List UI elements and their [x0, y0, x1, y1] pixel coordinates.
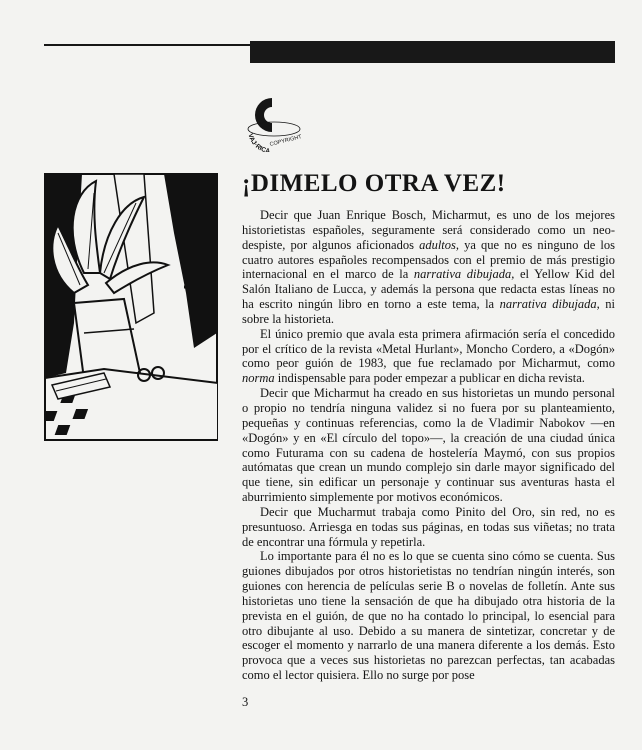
top-thin-rule: [44, 44, 252, 46]
paragraph-text: Decir que Micharmut ha creado en sus historietas un mundo personal o propio no tendría ninguna validez si no fuera por su planteamiento, pequeñas y continuas referencias, como la de Vladimir Nabokov —en «Dogón» y en «El círculo del topo»—, la creación de una ciudad única como Futurama con su cadena de hostelería Maymó, con sus propios autómatas que crean un mundo complejo sin darle mayor significado del que tiene, sin edificar un personaje y continuar sus aventuras hasta el aburrimiento simplemente por motivos económicos.: [242, 386, 615, 505]
copyright-logo: [236, 92, 306, 152]
logo-top-text: VAJ·RICA: [246, 132, 271, 152]
copyright-c-icon: [236, 92, 306, 152]
comic-illustration: [44, 173, 218, 441]
article-paragraph: [242, 208, 615, 327]
italic-text: narrativa dibujada,: [499, 297, 600, 312]
italic-text: narrativa dibujada,: [413, 267, 515, 282]
article-paragraph: [242, 386, 615, 505]
paragraph-text: Decir que Juan Enrique Bosch, Micharmut, es uno de los mejores historietistas españoles, seguramente será considerado como un neo-despiste, por algunos aficionados: [242, 208, 615, 252]
italic-text: adultos,: [419, 237, 459, 252]
italic-text: norma: [242, 371, 275, 386]
paragraph-text: Decir que Mucharmut trabaja como Pinito del Oro, sin red, no es presuntuoso. Arriesga en todas sus páginas, en todas sus viñetas; no trata de encontrar una fórmula y repetirla.: [242, 504, 615, 549]
paragraph-text: ni sobre la historieta.: [242, 297, 615, 326]
page-number: 3: [242, 695, 249, 709]
paragraph-text: indispensable para poder empezar a publicar en dicha revista.: [274, 371, 585, 386]
article-body: [242, 208, 615, 683]
logo-bottom-text: COPYRIGHT: [269, 134, 303, 148]
article-paragraph: [242, 549, 615, 683]
paragraph-text: Lo importante para él no es lo que se cuenta sino cómo se cuenta. Sus guiones dibujados por otros historietistas no tendrían ningún interés, son guiones con herencia de películas serie B o novelas de folletín. Ante sus historietas uno tiene la sensación de que ha dibujado otra historia de la prevista en el guión, de que no ha contado lo principal, lo esencial para otro dibujante al uso. Debido a su manera de sintetizar, concretar y de escoger el momento y narrarlo de una manera diferente a los demás. Esto provoca que a veces sus historietas no parezcan perfectas, tan acabadas como el lector quisiera. Ello no surge por pose: [242, 549, 615, 683]
paragraph-text: ya que no es ninguno de los cuatro autores españoles recompensados con el premio de más prestigio internacional en el marco de la: [242, 237, 615, 282]
paragraph-text: El único premio que avala esta primera afirmación sería el concedido por el crítico de la revista «Metal Hurlant», Moncho Cordero, a «Dogón» como peor guión de 1983, que fue reclamado por Micharmut, como: [242, 326, 615, 371]
top-thick-rule: [250, 41, 615, 63]
article-paragraph: [242, 327, 615, 386]
article-paragraph: [242, 505, 615, 550]
article-title: ¡DIMELO OTRA VEZ!: [242, 170, 506, 197]
paragraph-text: el Yellow Kid del Salón Italiano de Lucca, y además la persona que redacta estas líneas no ha escrito ningún libro en torno a este tema, la: [242, 267, 616, 312]
